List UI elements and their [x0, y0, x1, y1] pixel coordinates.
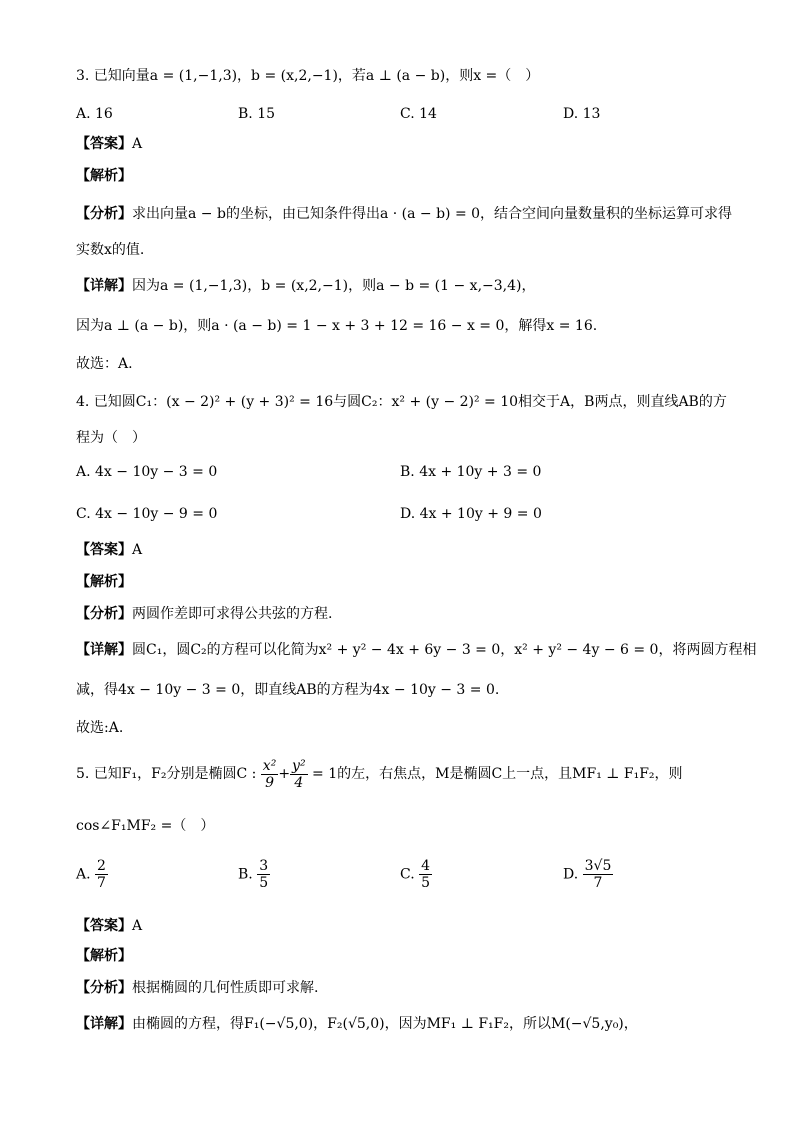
q4-option-c: C. 4x − 10y − 9 = 0 — [76, 506, 218, 522]
answer-value: A — [132, 918, 143, 934]
option-fraction — [257, 858, 270, 891]
fraction-numerator: 3 — [259, 858, 269, 874]
fraction-denominator: 4 — [294, 774, 304, 791]
fraction-numerator: 2 — [97, 858, 106, 874]
q4-stem-cont: 程为（ ） — [76, 430, 146, 446]
q3-xiangjie-cont: 因为a ⊥ (a − b)，则a · (a − b) = 1 − x + 3 + 12 = 16 − x = 0，解得x = 16. — [76, 318, 598, 334]
xiangjie-label: 【详解】 — [76, 642, 132, 658]
option-label: A. — [76, 866, 91, 883]
q3-xiangjie — [76, 276, 535, 296]
fraction-denominator: 5 — [259, 875, 269, 891]
fraction-numerator: 4 — [421, 858, 431, 874]
fenxi-label: 【分析】 — [76, 206, 132, 222]
q3-stem: 3. 已知向量a = (1,−1,3)，b = (x,2,−1)，若a ⊥ (a − b)，则x =（ ） — [76, 68, 540, 84]
option-label: B. — [238, 866, 253, 883]
answer-value: A — [132, 542, 143, 558]
q3-answer — [76, 134, 142, 154]
xiangjie-text: 由椭圆的方程，得F₁(−√5,0)，F₂(√5,0)，因为MF₁ ⊥ F₁F₂，所以M(−√5,y₀)， — [132, 1016, 638, 1032]
fraction-denominator: 5 — [421, 875, 431, 891]
fraction-numerator: y² — [292, 757, 306, 774]
q5-option-d — [563, 858, 613, 891]
option-label: C. — [400, 866, 415, 883]
q3-fenxi-cont: 实数x的值. — [76, 242, 145, 258]
q4-conclusion: 故选:A. — [76, 720, 124, 736]
q3-option-b: B. 15 — [238, 106, 276, 122]
fraction-numerator: x² — [262, 757, 277, 774]
q4-answer — [76, 540, 142, 560]
q3-conclusion: 故选：A. — [76, 356, 133, 372]
xiangjie-text: 圆C₁，圆C₂的方程可以化简为x² + y² − 4x + 6y − 3 = 0，x² + y² − 4y − 6 = 0，将两圆方程相 — [132, 642, 757, 658]
q4-option-b: B. 4x + 10y + 3 = 0 — [400, 464, 542, 480]
option-fraction — [583, 858, 614, 891]
q3-fenxi — [76, 204, 732, 224]
q5-answer — [76, 916, 142, 936]
fraction-x2-over-9 — [261, 758, 279, 791]
q5-option-a — [76, 858, 108, 891]
q3-option-a: A. 16 — [76, 106, 113, 122]
q4-analysis-title: 【解析】 — [76, 574, 132, 590]
q4-xiangjie — [76, 640, 756, 660]
option-fraction — [419, 858, 432, 891]
fraction-y2-over-4 — [290, 758, 308, 791]
answer-value: A — [132, 136, 143, 152]
q5-stem-end: = 1的左，右焦点，M是椭圆C上一点，且MF₁ ⊥ F₁F₂，则 — [312, 766, 683, 782]
option-fraction — [95, 858, 108, 891]
fraction-denominator: 9 — [265, 774, 275, 791]
option-label: D. — [563, 866, 579, 883]
fenxi-label: 【分析】 — [76, 980, 132, 996]
fenxi-label: 【分析】 — [76, 606, 132, 622]
answer-label: 【答案】 — [76, 136, 132, 152]
plus-sign: + — [278, 766, 291, 782]
q5-stem-start: 5. 已知F₁，F₂分别是椭圆C : — [76, 766, 257, 782]
q5-fenxi — [76, 978, 318, 998]
q5-analysis-title: 【解析】 — [76, 948, 132, 964]
q4-option-a: A. 4x − 10y − 3 = 0 — [76, 464, 218, 480]
fenxi-text: 根据椭圆的几何性质即可求解. — [132, 980, 319, 996]
q5-option-b — [238, 858, 270, 891]
xiangjie-label: 【详解】 — [76, 1016, 132, 1032]
fraction-denominator: 7 — [97, 875, 106, 891]
q5-stem — [76, 756, 683, 792]
xiangjie-text: 因为a = (1,−1,3)，b = (x,2,−1)，则a − b = (1 − x,−3,4)， — [132, 278, 536, 294]
q5-option-c — [400, 858, 432, 891]
q3-option-c: C. 14 — [400, 106, 437, 122]
fraction-numerator: 3√5 — [584, 858, 612, 874]
q4-fenxi — [76, 604, 332, 624]
fenxi-text: 求出向量a − b的坐标，由已知条件得出a · (a − b) = 0，结合空间向量数量积的坐标运算可求得 — [132, 206, 733, 222]
fenxi-text: 两圆作差即可求得公共弦的方程. — [132, 606, 333, 622]
xiangjie-label: 【详解】 — [76, 278, 132, 294]
q3-analysis-title: 【解析】 — [76, 168, 132, 184]
q5-xiangjie — [76, 1014, 638, 1034]
q5-stem-cont: cos∠F₁MF₂ =（ ） — [76, 818, 215, 834]
q4-xiangjie-cont: 减，得4x − 10y − 3 = 0，即直线AB的方程为4x − 10y − 3 = 0. — [76, 682, 500, 698]
answer-label: 【答案】 — [76, 542, 132, 558]
q4-stem: 4. 已知圆C₁：(x − 2)² + (y + 3)² = 16与圆C₂：x² + (y − 2)² = 10相交于A，B两点，则直线AB的方 — [76, 394, 727, 410]
q4-option-d: D. 4x + 10y + 9 = 0 — [400, 506, 542, 522]
answer-label: 【答案】 — [76, 918, 132, 934]
fraction-denominator: 7 — [593, 875, 603, 891]
q3-option-d: D. 13 — [563, 106, 601, 122]
